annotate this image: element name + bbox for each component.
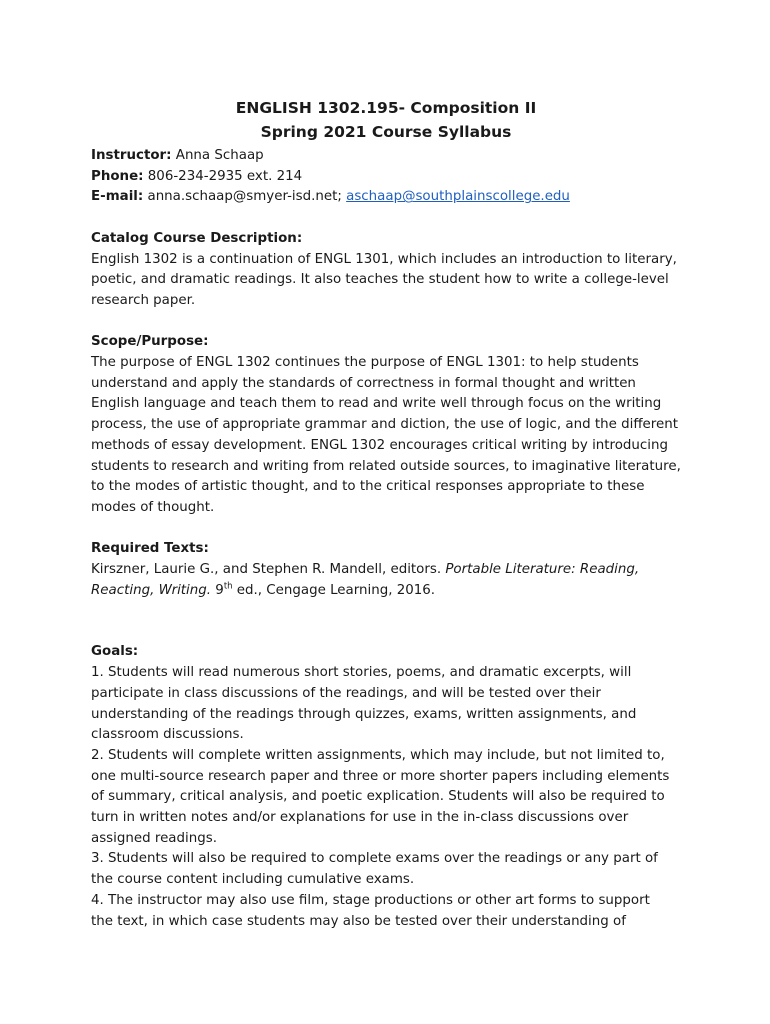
texts-publisher: ed., Cengage Learning, 2016.	[232, 582, 436, 598]
phone-label: Phone:	[91, 168, 144, 184]
catalog-line: English 1302 is a continuation of ENGL 1301, which includes an introduction to literary,	[91, 251, 677, 267]
scope-line: The purpose of ENGL 1302 continues the purpose of ENGL 1301: to help students	[91, 355, 639, 370]
document-title	[91, 96, 681, 144]
texts-edition-number: 9	[211, 582, 224, 598]
goals-list	[91, 663, 681, 932]
scope-description	[91, 353, 681, 519]
scope-line: English language and teach them to read and write well through focus on the writing	[91, 396, 662, 412]
syllabus-subtitle: Spring 2021 Course Syllabus	[260, 123, 512, 141]
instructor-label: Instructor:	[91, 148, 172, 163]
texts-title-part2: Reacting, Writing.	[91, 582, 212, 598]
course-title: ENGLISH 1302.195- Composition II	[235, 99, 537, 117]
goals-line: 4. The instructor may also use film, stage productions or other art forms to support	[91, 892, 650, 908]
catalog-line: research paper.	[91, 292, 196, 308]
instructor-value: Anna Schaap	[171, 148, 264, 163]
texts-line	[91, 581, 681, 602]
scope-line: methods of essay development. ENGL 1302 encourages critical writing by introducing	[91, 437, 668, 453]
goals-line: assigned readings.	[91, 830, 217, 846]
texts-authors: Kirszner, Laurie G., and Stephen R. Mandell, editors.	[91, 562, 446, 578]
scope-line: to the modes of artistic thought, and to the critical responses appropriate to these	[91, 479, 645, 495]
goals-line: 3. Students will also be required to complete exams over the readings or any part of	[91, 851, 658, 867]
scope-heading: Scope/Purpose:	[91, 334, 209, 350]
texts-title-part1: Portable Literature: Reading,	[445, 562, 640, 578]
goals-line: the text, in which case students may also be tested over their understanding of	[91, 913, 626, 929]
email-value: anna.schaap@smyer-isd.net;	[143, 189, 347, 205]
texts-edition-suffix: th	[223, 581, 233, 592]
goals-line: the course content including cumulative exams.	[91, 872, 415, 888]
goals-line: participate in class discussions of the readings, and will be tested over their	[91, 685, 601, 701]
catalog-description	[91, 250, 681, 312]
goals-line: one multi-source research paper and three or more shorter papers including elements	[91, 768, 670, 784]
email-line	[91, 187, 681, 208]
goals-line: of summary, critical analysis, and poetic explication. Students will also be required to	[91, 789, 665, 805]
phone-value: 806-234-2935 ext. 214	[143, 168, 303, 184]
scope-line: process, the use of appropriate grammar and diction, the use of logic, and the different	[91, 417, 678, 433]
phone-line	[91, 167, 681, 188]
goals-line: turn in written notes and/or explanations for use in the in-class discussions over	[91, 810, 629, 826]
email-link[interactable]: aschaap@southplainscollege.edu	[346, 189, 570, 205]
syllabus-page	[91, 96, 681, 932]
texts-line	[91, 560, 681, 581]
instructor-line	[91, 146, 681, 167]
goals-line: classroom discussions.	[91, 727, 244, 743]
goals-line: 1. Students will read numerous short stories, poems, and dramatic excerpts, will	[91, 665, 632, 681]
scope-line: students to research and writing from related outside sources, to imaginative literature,	[91, 458, 681, 474]
scope-line: understand and apply the standards of correctness in formal thought and written	[91, 375, 636, 391]
required-texts	[91, 560, 681, 601]
catalog-heading: Catalog Course Description:	[91, 230, 303, 246]
goals-line: 2. Students will complete written assignments, which may include, but not limited to,	[91, 747, 665, 763]
catalog-line: poetic, and dramatic readings. It also teaches the student how to write a college-level	[91, 272, 669, 288]
email-label: E-mail:	[91, 189, 144, 205]
goals-heading: Goals:	[91, 644, 139, 660]
scope-line: modes of thought.	[91, 499, 215, 515]
texts-heading: Required Texts:	[91, 541, 209, 557]
goals-line: understanding of the readings through quizzes, exams, written assignments, and	[91, 706, 637, 722]
